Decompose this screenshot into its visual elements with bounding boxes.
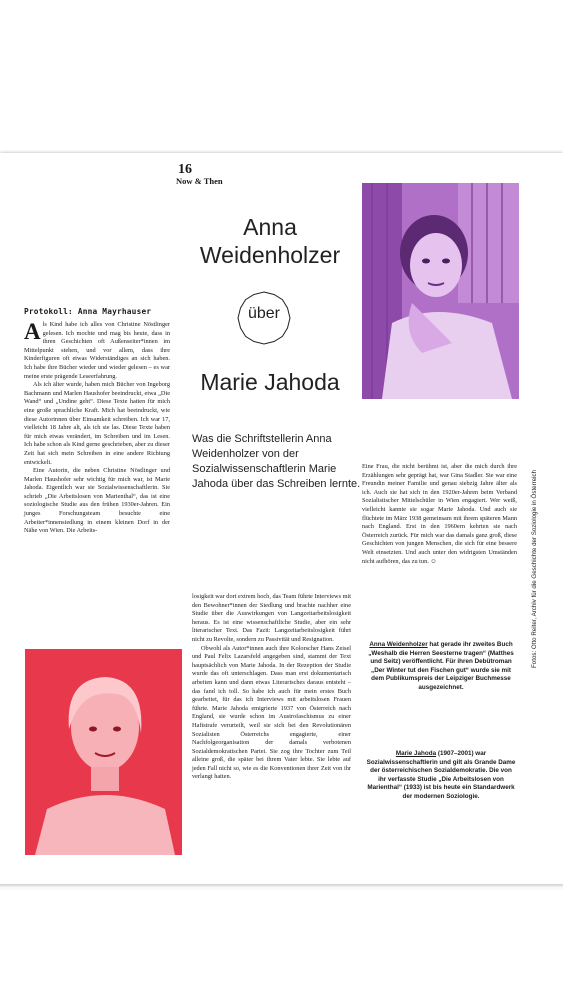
photo-credit-text: Fotos: Otto Reiter, Archiv für die Geschichte der Soziologie in Österreich [531, 469, 538, 668]
paragraph: losigkeit war dort extrem hoch, das Team führte Interviews mit den Bewohner*innen der Siedlung und brachte nachher eine Studie über die Auswirkungen von Langzeitarbeitslosigkeit heraus. Es ist eine wissenschaftliche Studie, aber ein sehr literarischer Text. Das Fazit: Langzeitarbeitslosigkeit führt nicht zu Revolte, sondern zu Passivität und Resignation. [192, 593, 351, 643]
byline: Protokoll: Anna Mayrhauser [24, 307, 152, 316]
headline-author1-first: Anna [243, 214, 297, 240]
headline-author1 [190, 213, 350, 269]
bio-anna-weidenholzer [366, 641, 516, 693]
bio-text: (1907–2001) war Sozialwissenschaftlerin und gilt als Grande Dame der österreichischen Sozialdemokratie. Die von ihr verfasste Studie „Die Arbeitslosen von Marienthal“ (1933) ist bis heute ein Standardwerk der modernen Soziologie. [366, 750, 516, 800]
article-column-3 [362, 463, 517, 566]
bio-marie-jahoda [366, 750, 516, 802]
portrait-photo-purple [362, 183, 519, 399]
page-number: 16 [178, 162, 192, 177]
bio-text: hat gerade ihr zweites Buch „Weshalb die Herren Seesterne tragen“ (Matthes und Seitz) veröffentlicht. Für ihren Debütroman „Der Winter tut den Fischen gut“ wurde sie mit dem Publikumspreis der Leipziger Buchmesse ausgezeichnet. [368, 641, 514, 691]
intro-text: Was die Schriftstellerin Anna Weidenholzer von der Sozialwissenschaftlerin Marie Jahoda über das Schreiben lernte. [192, 433, 361, 490]
headline-author1-last: Weidenholzer [199, 242, 341, 268]
headline-author2: Marie Jahoda [200, 369, 340, 395]
bio-name: Anna Weidenholzer [369, 641, 428, 648]
paragraph: Eine Autorin, die neben Christine Nöstlinger und Marlen Haushofer sehr wichtig für mich war, ist Marie Jahoda. Eigentlich war sie Sozialwissenschaftlerin. Sie schrieb „Die Arbeitslosen von Marienthal“, das ist eine soziologische Studie aus den frühen 1930er-Jahren. Ein junges Forschungsteam besuchte eine Arbeiter*innensiedlung in einem kleinen Dorf in der Nähe von Wien. Die Arbeits- [24, 467, 170, 535]
article-column-2 [192, 593, 351, 782]
photo-credit [531, 388, 539, 668]
portrait-photo-red [25, 649, 182, 855]
connector-word: über [247, 305, 281, 322]
drop-cap: A [24, 319, 41, 344]
paragraph: Obwohl als Autor*innen auch ihre Kolorscher Hans Zeisel und Paul Felix Lazarsfeld angegeben sind, stammt der Text hauptsächlich von Marie Jahoda. In der Rezeption der Studie wurde das oft unterschlagen. Dass man erst dokumentarisch arbeiten kann und dann etwas Literarisches daraus entsteht – das fand ich toll. So habe ich auch für mein erstes Buch gearbeitet, für das ich Interviews mit arbeitslosen Frauen führte. Marie Jahoda emigrierte 1937 von Österreich nach England, sie wurde schon im Austrofaschismus zu einer Haftstrafe verurteilt, weil sie sich bei den Revolutionären Sozialisten Österreichs engagierte, einer Nachfolgeorganisation der damals verbotenen Sozialdemokratischen Partei. Sie zog ihre Tochter zum Teil alleine groß, die später bei ihrem Vater lebte. Sie lebte auf jeden Fall nicht so, wie es die Konventionen ihrer Zeit von ihr verlangt hatten. [192, 644, 351, 781]
paragraph: Eine Frau, die nicht berühmt ist, aber die mich durch ihre Erzählungen sehr geprägt hat, war Gina Stadler. Sie war eine Freundin meiner Familie und genau siebzig Jahre älter als ich. Auch sie hat sich in den 1920er-Jahren beim Verband Sozialistischer Mittelschüler in Wien engagiert. Wer weiß, vielleicht kannte sie sogar Marie Jahoda. Und auch sie flüchtete im März 1938 gemeinsam mit ihrem späteren Mann nach England. Erst in den 1960ern kehrten sie nach Österreich zurück. Für mich war das damals ganz groß, diese Geschichten von jungen Menschen, die sich für eine bessere Welt einsetzten. Und auch unter den widrigsten Umständen nicht aufhören, das zu tun. ☺ [362, 463, 517, 565]
bio-name: Marie Jahoda [395, 750, 437, 757]
page-bottom-edge [0, 884, 563, 888]
article-column-1 [24, 321, 170, 536]
paragraph: Als ich älter wurde, haben mich Bücher von Ingeborg Bachmann und Marlen Haushofer beeindruckt, etwa „Die Wand“ und „Undine geht“. Diese Texte hatten für mich eine große sprachliche Kraft. Mich hat beeindruckt, wie diese Autorinnen über Einsamkeit schreiben. Ich war 17, vielleicht 18 Jahre alt, als ich sie las. Diese Texte haben für mich etwas verändert, im Schreiben und im Lesen. Ich habe schon als Kind gerne geschrieben, aber zu dieser Zeit hat sich mein Schreiben in eine andere Richtung entwickelt. [24, 381, 170, 466]
paragraph: Als Kind habe ich alles von Christine Nöstlinger gelesen. Ich mochte und mag bis heute, dass in ihren Geschichten oft Außenseiter*innen im Mittelpunkt stehen, und vor allem, dass ihre Kinderfiguren oft etwas Widerständiges an sich haben. Ich habe ihre Bücher wieder und wieder gelesen – es war meine erste prägende Leseerfahrung. [24, 319, 170, 380]
section-label: Now & Then [176, 176, 223, 186]
